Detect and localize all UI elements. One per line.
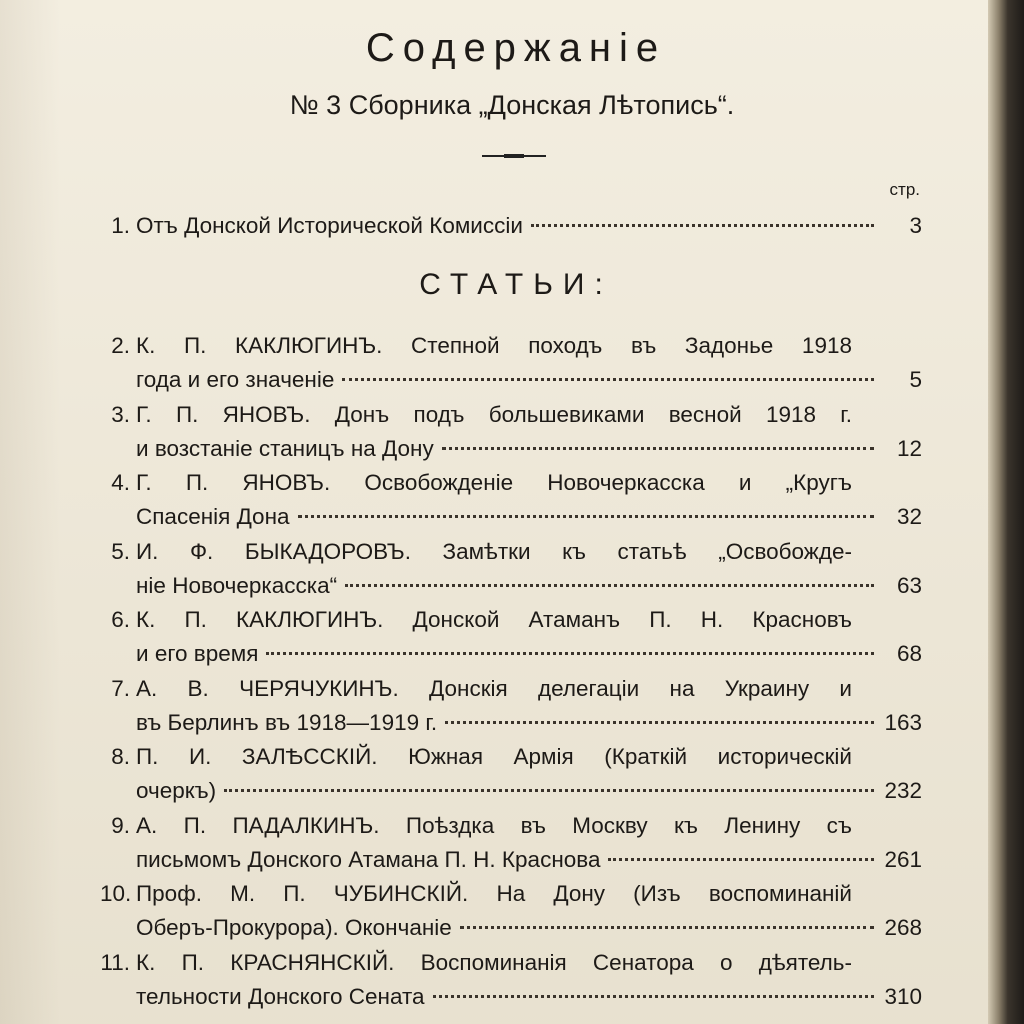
entry-page: 63 xyxy=(896,572,922,598)
entry-line-2: очеркъ) xyxy=(136,778,217,803)
entry-line-2: въ Берлинъ въ 1918—1919 г. xyxy=(136,709,438,735)
entry-line-1: Г. П. ЯНОВЪ. Донъ подъ большевиками весной 1918 г. xyxy=(136,401,852,427)
entry-line-2: и его время xyxy=(136,641,259,666)
section-heading: СТАТЬИ: xyxy=(419,268,613,301)
dot-leader xyxy=(224,788,874,792)
entry-number: 4. xyxy=(111,470,130,495)
entry-line-2: и возстаніе станицъ на Дону xyxy=(136,435,434,461)
entry-line-1: К. П. КАКЛЮГИНЪ. Донской Атаманъ П. Н. Красновъ xyxy=(136,607,852,632)
entry-line-1: К. П. КАКЛЮГИНЪ. Степной походъ въ Задонье 1918 xyxy=(136,333,852,358)
title-divider xyxy=(482,155,546,157)
dot-leader xyxy=(298,514,874,518)
entry-number: 10. xyxy=(100,881,132,906)
entry-line-1: П. И. ЗАЛѢССКІЙ. Южная Армія (Краткій историческій xyxy=(136,744,852,769)
entry-page: 3 xyxy=(909,213,922,238)
entry-text: Отъ Донской Исторической Комиссіи xyxy=(136,213,523,238)
entry-line-2: письмомъ Донского Атамана П. Н. Краснова xyxy=(136,846,601,872)
page-title: Содержаніе xyxy=(365,26,667,70)
entry-page: 268 xyxy=(884,915,922,940)
dot-leader xyxy=(531,224,874,227)
page-edge-shadow xyxy=(988,0,1024,1024)
entry-number: 1. xyxy=(111,213,130,238)
entry-number: 6. xyxy=(111,607,130,632)
entry-page: 261 xyxy=(884,846,922,872)
dot-leader xyxy=(460,925,874,929)
entry-page: 232 xyxy=(884,778,922,803)
entry-line-2: ніе Новочеркасска“ xyxy=(136,572,338,598)
entry-line-1: Проф. М. П. ЧУБИНСКІЙ. На Дону (Изъ воспоминаній xyxy=(136,881,852,906)
entry-page: 163 xyxy=(884,709,922,735)
entry-page: 5 xyxy=(909,367,922,392)
dot-leader xyxy=(345,583,874,587)
entry-line-2: года и его значеніе xyxy=(136,367,335,392)
dot-leader xyxy=(442,446,874,450)
entry-number: 2. xyxy=(111,333,130,358)
entry-line-1: К. П. КРАСНЯНСКІЙ. Воспоминанія Сенатора о дѣятель- xyxy=(136,949,852,975)
entry-line-2: Оберъ-Прокурора). Окончаніе xyxy=(136,915,452,940)
entry-page: 68 xyxy=(896,641,922,666)
entry-number: 3. xyxy=(111,401,130,427)
dot-leader xyxy=(608,857,874,861)
page-subtitle: № 3 Сборника „Донская Лѣтопись“. xyxy=(289,90,735,120)
entry-line-1: А. В. ЧЕРЯЧУКИНЪ. Донскія делегаціи на Украину и xyxy=(136,675,852,701)
entry-line-2: тельности Донского Сената xyxy=(136,983,425,1009)
entry-number: 8. xyxy=(111,744,130,769)
entry-number: 9. xyxy=(111,812,130,838)
entry-number: 11. xyxy=(100,949,130,975)
entry-line-1: А. П. ПАДАЛКИНЪ. Поѣздка въ Москву къ Ленину съ xyxy=(136,812,852,838)
entry-line-1: И. Ф. БЫКАДОРОВЪ. Замѣтки къ статьѣ „Освобожде- xyxy=(136,538,852,564)
dot-leader xyxy=(445,720,874,724)
entry-line-2: Спасенія Дона xyxy=(136,504,290,529)
entry-page: 310 xyxy=(884,983,922,1009)
dot-leader xyxy=(342,377,874,381)
page-column-label: стр. xyxy=(889,180,920,199)
entry-number: 7. xyxy=(111,675,130,701)
entry-page: 32 xyxy=(896,504,922,529)
dot-leader xyxy=(266,651,874,655)
entry-line-1: Г. П. ЯНОВЪ. Освобожденіе Новочеркасска и „Кругъ xyxy=(136,470,852,495)
entry-number: 5. xyxy=(111,538,130,564)
entry-page: 12 xyxy=(896,435,922,461)
dot-leader xyxy=(433,994,874,998)
